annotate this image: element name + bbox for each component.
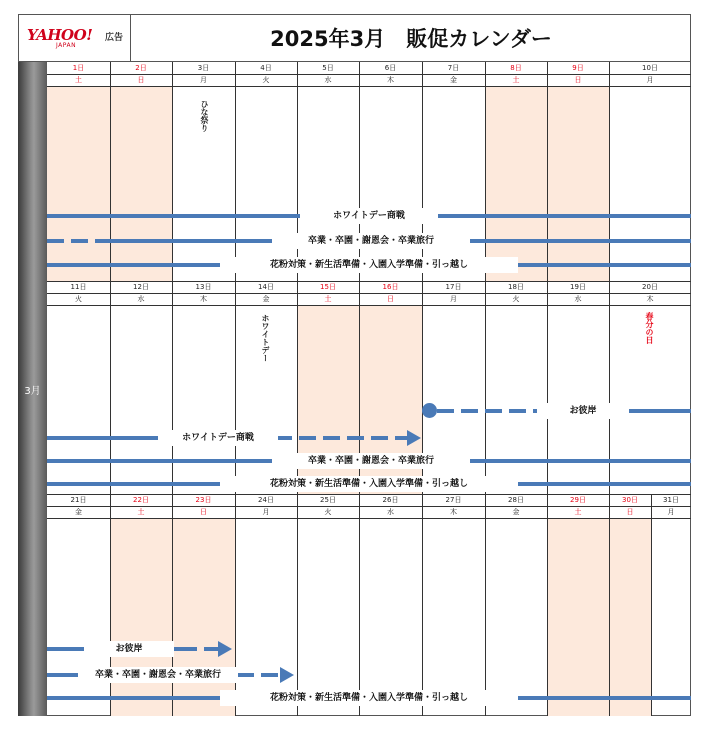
grid-line <box>47 305 691 306</box>
day-weekday: 水 <box>324 76 332 84</box>
grid-line <box>359 494 360 716</box>
day-number: 29日 <box>570 496 586 504</box>
day-number: 24日 <box>258 496 274 504</box>
day-weekday: 木 <box>387 76 394 84</box>
day-number: 12日 <box>133 283 149 291</box>
day-number: 25日 <box>320 496 336 504</box>
day-number: 11日 <box>70 283 87 291</box>
event-shunbun-text: 春分の日 <box>645 312 654 344</box>
campaign-arrow <box>280 667 294 683</box>
day-weekday: 金 <box>512 508 520 516</box>
campaign-bar-dashed <box>47 239 111 243</box>
day-weekday: 土 <box>512 76 520 84</box>
grid-line <box>47 506 691 507</box>
day-number: 17日 <box>445 283 462 291</box>
event-hinamatsuri-text: ひな祭り <box>200 100 209 132</box>
grid-line <box>651 494 652 716</box>
day-number: 3日 <box>197 64 210 72</box>
grid-line <box>422 494 423 716</box>
grid-line <box>47 86 691 87</box>
day-number: 18日 <box>508 283 524 291</box>
day-number: 30日 <box>622 496 638 504</box>
yahoo-logo: YAHOO! <box>27 26 93 44</box>
grid-line <box>485 494 486 716</box>
day-number: 16日 <box>382 283 399 291</box>
campaign-label-new-life: 花粉対策・新生活準備・入園入学準備・引っ越し <box>220 476 518 492</box>
day-number: 31日 <box>663 496 679 504</box>
grid-line <box>47 293 691 294</box>
day-weekday: 火 <box>512 295 520 303</box>
day-weekday: 火 <box>75 295 82 303</box>
weekend-cell <box>547 518 609 716</box>
grid-line <box>47 518 691 519</box>
day-number: 19日 <box>570 283 586 291</box>
weekend-cell <box>110 86 172 281</box>
campaign-bar-dashed <box>275 436 409 440</box>
grid-line <box>609 62 610 281</box>
campaign-label-graduation: 卒業・卒園・謝恩会・卒業旅行 <box>78 667 238 683</box>
campaign-bar-dashed <box>237 673 281 677</box>
campaign-label-new-life: 花粉対策・新生活準備・入園入学準備・引っ越し <box>220 690 518 706</box>
event-white-day <box>256 314 274 369</box>
yahoo-logo-sub: JAPAN <box>56 42 77 49</box>
day-number: 6日 <box>384 64 397 72</box>
day-weekday: 火 <box>324 508 332 516</box>
day-weekday: 金 <box>75 508 82 516</box>
campaign-arrow <box>218 641 232 657</box>
month-sidebar <box>18 62 47 716</box>
day-weekday: 金 <box>262 295 270 303</box>
day-number: 23日 <box>195 496 212 504</box>
day-weekday: 月 <box>450 295 457 303</box>
campaign-label-white-day: ホワイトデー商戦 <box>300 208 438 224</box>
day-number: 14日 <box>258 283 274 291</box>
day-number: 7日 <box>447 64 460 72</box>
campaign-label-higan: お彼岸 <box>84 641 174 657</box>
ad-label: 広告 <box>105 33 124 43</box>
day-weekday: 日 <box>626 508 634 516</box>
day-number: 8日 <box>510 64 522 72</box>
day-weekday: 月 <box>667 508 675 516</box>
campaign-bar-dashed <box>180 647 220 651</box>
grid-line <box>110 62 111 281</box>
day-weekday: 土 <box>324 295 332 303</box>
month-label: 3月 <box>24 385 41 397</box>
day-weekday: 日 <box>387 295 394 303</box>
campaign-label-higan: お彼岸 <box>537 403 629 419</box>
grid-line <box>547 494 548 716</box>
grid-line <box>485 62 486 281</box>
day-weekday: 土 <box>574 508 582 516</box>
day-number: 13日 <box>195 283 212 291</box>
weekend-cell <box>547 86 609 281</box>
day-weekday: 金 <box>450 76 457 84</box>
day-weekday: 月 <box>200 76 207 84</box>
day-number: 4日 <box>260 64 272 72</box>
weekend-cell <box>485 86 547 281</box>
campaign-label-new-life: 花粉対策・新生活準備・入園入学準備・引っ越し <box>220 257 518 273</box>
event-white-day-text: ホワイトデー <box>261 314 270 362</box>
day-number: 2日 <box>135 64 147 72</box>
day-weekday: 日 <box>574 76 582 84</box>
day-weekday: 土 <box>137 508 145 516</box>
day-weekday: 日 <box>200 508 207 516</box>
day-weekday: 木 <box>646 295 654 303</box>
weekend-cell <box>110 518 172 716</box>
day-number: 10日 <box>642 64 658 72</box>
grid-line <box>235 62 236 281</box>
day-weekday: 火 <box>262 76 270 84</box>
day-number: 15日 <box>320 283 336 291</box>
day-weekday: 水 <box>137 295 145 303</box>
day-number: 22日 <box>133 496 149 504</box>
event-shunbun <box>640 312 658 351</box>
campaign-start-dot <box>422 403 437 418</box>
grid-line <box>172 62 173 281</box>
weekend-cell <box>172 518 235 716</box>
day-number: 20日 <box>642 283 658 291</box>
day-weekday: 木 <box>200 295 207 303</box>
grid-line <box>47 74 691 75</box>
day-number: 1日 <box>72 64 85 72</box>
day-weekday: 水 <box>387 508 394 516</box>
campaign-bar-dashed <box>437 409 537 413</box>
page-title: 2025年3月 販促カレンダー <box>131 14 691 62</box>
campaign-label-graduation: 卒業・卒園・謝恩会・卒業旅行 <box>272 453 470 469</box>
day-number: 9日 <box>572 64 584 72</box>
day-number: 26日 <box>382 496 399 504</box>
day-weekday: 木 <box>450 508 457 516</box>
weekend-cell <box>609 518 651 716</box>
day-number: 27日 <box>445 496 462 504</box>
day-number: 21日 <box>70 496 87 504</box>
day-weekday: 月 <box>646 76 654 84</box>
campaign-arrow <box>407 430 421 446</box>
day-number: 5日 <box>322 64 334 72</box>
grid-line <box>609 494 610 716</box>
day-number: 28日 <box>508 496 524 504</box>
day-weekday: 土 <box>75 76 82 84</box>
grid-line <box>547 62 548 281</box>
day-weekday: 日 <box>137 76 145 84</box>
grid-line <box>297 494 298 716</box>
campaign-label-white-day: ホワイトデー商戦 <box>158 430 278 446</box>
campaign-label-graduation: 卒業・卒園・謝恩会・卒業旅行 <box>272 233 470 249</box>
logo-cell <box>18 14 131 62</box>
event-hinamatsuri <box>195 100 213 139</box>
day-weekday: 月 <box>262 508 270 516</box>
weekend-cell <box>47 86 110 281</box>
day-weekday: 水 <box>574 295 582 303</box>
